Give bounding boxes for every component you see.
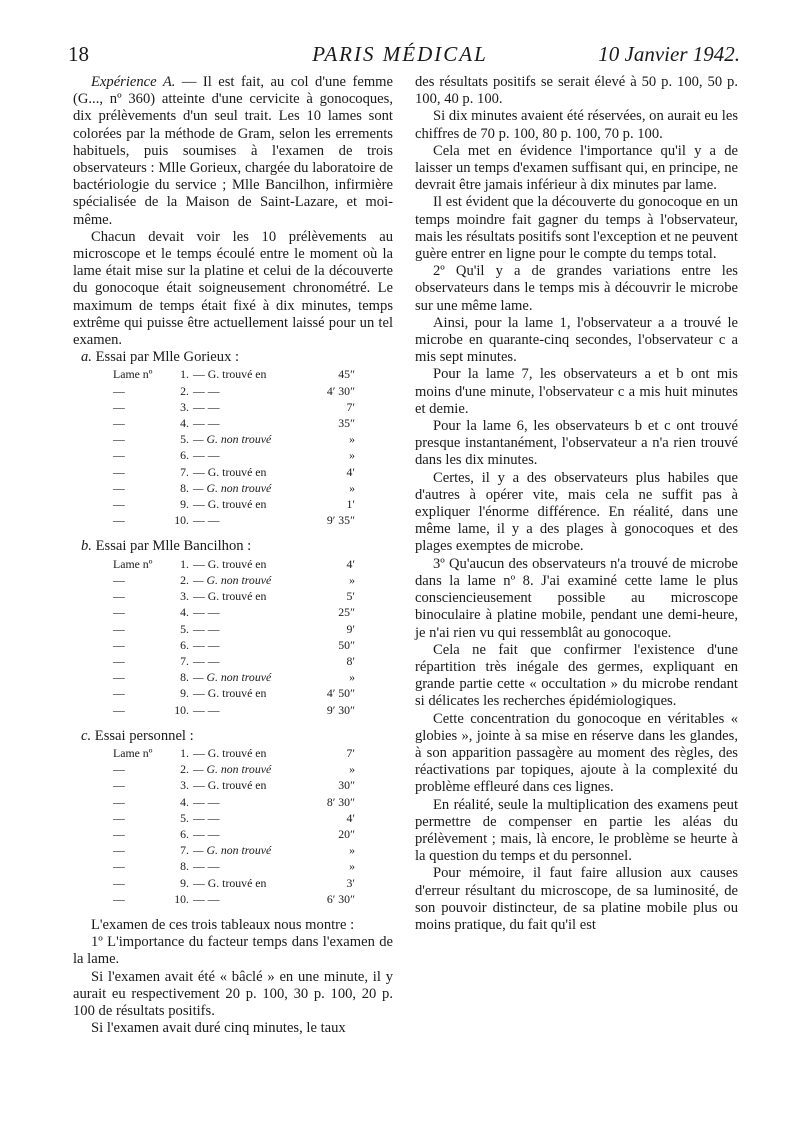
cell-num: 9.: [180, 875, 189, 890]
cell-res: — —: [193, 702, 220, 717]
table-row: [113, 621, 355, 637]
trial-table: [113, 556, 355, 718]
cell-res: — —: [193, 513, 220, 528]
table-row: [113, 761, 355, 777]
trial-heading: [73, 728, 393, 745]
trial-letter: b.: [81, 538, 92, 555]
cell-res: — —: [193, 383, 220, 398]
trial-table: [113, 366, 355, 528]
paragraph: Il est évident que la découverte du gonocoque en un temps moindre fait gagner du temps à l'observateur, mais les résultats positifs sont l'exception et ne peuvent guère entrer en ligne pour le compte du temps total.: [415, 194, 738, 263]
cell-res: — G. trouvé en: [193, 778, 267, 793]
cell-num: 6.: [180, 826, 189, 841]
table-row: [113, 604, 355, 620]
cell-num: 10.: [174, 891, 189, 906]
cell-time: »: [349, 448, 355, 463]
cell-num: 2.: [180, 572, 189, 587]
cell-res: — G. trouvé en: [193, 556, 267, 571]
cell-num: 2.: [180, 383, 189, 398]
cell-num: 3.: [180, 778, 189, 793]
paragraph: Pour la lame 6, les observateurs b et c ont trouvé presque instantanément, l'observateur a n'a rien trouvé dans les dix minutes.: [415, 418, 738, 469]
cell-time: 4′: [346, 464, 355, 479]
cell-time: 35″: [338, 416, 355, 431]
trial-letter: c.: [81, 727, 92, 744]
cell-lame: —: [113, 762, 125, 777]
cell-lame: —: [113, 416, 125, 431]
cell-res: — —: [193, 859, 220, 874]
cell-res: — G. trouvé en: [193, 464, 267, 479]
cell-lame: —: [113, 480, 125, 495]
cell-time: »: [349, 480, 355, 495]
table-row: [113, 875, 355, 891]
cell-num: 1.: [180, 367, 189, 382]
table-row: [113, 777, 355, 793]
cell-num: 9.: [180, 686, 189, 701]
table-row: [113, 572, 355, 588]
table-row: [113, 685, 355, 701]
table-row: [113, 653, 355, 669]
table-row: [113, 366, 355, 382]
cell-lame: —: [113, 432, 125, 447]
table-row: [113, 637, 355, 653]
cell-lame: —: [113, 686, 125, 701]
cell-num: 5.: [180, 810, 189, 825]
cell-num: 6.: [180, 637, 189, 652]
cell-res: — —: [193, 653, 220, 668]
cell-time: »: [349, 572, 355, 587]
cell-num: 10.: [174, 513, 189, 528]
journal-title: PARIS MÉDICAL: [312, 42, 488, 66]
cell-time: 9′ 30″: [326, 702, 355, 717]
cell-time: 7′: [346, 399, 355, 414]
cell-num: 7.: [180, 653, 189, 668]
cell-time: 4′ 30″: [326, 383, 355, 398]
cell-lame: —: [113, 859, 125, 874]
cell-res: — —: [193, 448, 220, 463]
cell-lame: —: [113, 464, 125, 479]
cell-time: 25″: [338, 605, 355, 620]
cell-res: — G. non trouvé: [193, 762, 272, 777]
trial-title: Essai par Mlle Gorieux :: [91, 349, 240, 366]
table-row: [113, 496, 355, 512]
cell-res: — —: [193, 826, 220, 841]
cell-lame: —: [113, 702, 125, 717]
cell-num: 9.: [180, 497, 189, 512]
table-row: [113, 810, 355, 826]
cell-res: — —: [193, 416, 220, 431]
cell-time: »: [349, 762, 355, 777]
cell-time: 3′: [346, 875, 355, 890]
cell-time: 9′: [346, 621, 355, 636]
cell-lame: —: [113, 572, 125, 587]
paragraph: Si l'examen avait duré cinq minutes, le taux: [91, 1020, 346, 1037]
cell-res: — G. trouvé en: [193, 745, 267, 760]
cell-res: — —: [193, 891, 220, 906]
cell-res: — G. non trouvé: [193, 670, 272, 685]
cell-time: 5′: [346, 589, 355, 604]
cell-res: — G. trouvé en: [193, 686, 267, 701]
cell-time: 9′ 35″: [326, 513, 355, 528]
cell-num: 2.: [180, 762, 189, 777]
cell-lame: —: [113, 621, 125, 636]
paragraph: [73, 74, 393, 229]
cell-time: 30″: [338, 778, 355, 793]
table-row: [113, 512, 355, 528]
cell-time: 6′ 30″: [326, 891, 355, 906]
paragraph: Chacun devait voir les 10 prélèvements au microscope et le temps écoulé entre le moment où la lame était mise sur la platine et celui de la découverte du gonocoque était soigneusement chronométré. Le maximum de temps était fixé à dix minutes, temps extrême qui puisse être actuellement laissé pour un tel examen.: [73, 228, 393, 349]
table-row: [113, 447, 355, 463]
cell-res: — G. trouvé en: [193, 875, 267, 890]
table-row: [113, 480, 355, 496]
cell-lame: —: [113, 399, 125, 414]
cell-lame: —: [113, 810, 125, 825]
trial-table: [113, 745, 355, 907]
cell-lame: —: [113, 605, 125, 620]
cell-lame: Lame nº: [113, 556, 153, 571]
cell-time: 8′ 30″: [326, 794, 355, 809]
table-row: [113, 891, 355, 907]
cell-res: — —: [193, 399, 220, 414]
experiment-label: Expérience A.: [91, 74, 176, 90]
table-row: [113, 556, 355, 572]
cell-res: — —: [193, 605, 220, 620]
cell-lame: —: [113, 589, 125, 604]
cell-lame: —: [113, 875, 125, 890]
cell-lame: —: [113, 513, 125, 528]
cell-lame: —: [113, 778, 125, 793]
left-column: [73, 74, 393, 1037]
paragraph: Certes, il y a des observateurs plus habiles que d'autres à opérer vite, mais cela ne suffit pas à expliquer l'énorme différence. En réalité, dans une même lame, il y a des plages à gonocoques et des plages exemptes de microbe.: [415, 469, 738, 555]
cell-num: 3.: [180, 589, 189, 604]
cell-time: 20″: [338, 826, 355, 841]
cell-time: »: [349, 432, 355, 447]
cell-num: 1.: [180, 745, 189, 760]
cell-lame: —: [113, 891, 125, 906]
cell-lame: —: [113, 497, 125, 512]
cell-time: 4′: [346, 556, 355, 571]
paragraph: L'examen de ces trois tableaux nous montre :: [91, 916, 355, 933]
table-row: [113, 669, 355, 685]
paragraph: En réalité, seule la multiplication des examens peut permettre de compenser en partie les aléas du prélèvement ; mais, là encore, le problème se heurte à la question du temps et du personnel.: [415, 796, 738, 865]
table-row: [113, 794, 355, 810]
page-header: [60, 42, 740, 74]
cell-time: 45″: [338, 367, 355, 382]
cell-res: — G. trouvé en: [193, 367, 267, 382]
table-row: [113, 399, 355, 415]
cell-res: — G. non trouvé: [193, 572, 272, 587]
paragraph: Si dix minutes avaient été réservées, on aurait eu les chiffres de 70 p. 100, 80 p. 100, 70 p. 100.: [415, 108, 738, 142]
cell-lame: Lame nº: [113, 745, 153, 760]
cell-time: 8′: [346, 653, 355, 668]
paragraph: 2º Qu'il y a de grandes variations entre les observateurs dans le temps mis à découvrir le microbe sur une même lame.: [415, 263, 738, 314]
cell-lame: —: [113, 637, 125, 652]
paragraph-text: — Il est fait, au col d'une femme (G..., nº 360) atteinte d'une cervicite à gonocoques, dix prélèvements d'un seul trait. Les 10 lames sont colorées par la méthode de Gram, selon les errements habituels, puis soumises à l'examen de trois observateurs : Mlle Gorieux, chargée du laboratoire de bactériologie du service ; Mlle Bancilhon, infirmière spécialisée de la Maison de Saint-Lazare, et moi-même.: [73, 74, 393, 228]
cell-lame: —: [113, 448, 125, 463]
table-row: [113, 842, 355, 858]
paragraph: 1º L'importance du facteur temps dans l'examen de la lame.: [73, 934, 393, 968]
cell-res: — G. non trouvé: [193, 843, 272, 858]
issue-date: 10 Janvier 1942.: [598, 42, 740, 66]
paragraph: 3º Qu'aucun des observateurs n'a trouvé de microbe dans la lame nº 8. J'ai examiné cette lame le plus consciencieusement possible au microscope binoculaire à platine mobile, pendant une demi-heure, je n'ai rien vu qui ressemblât au gonocoque.: [415, 555, 738, 641]
trial-heading: [73, 538, 393, 555]
paragraph: Cela met en évidence l'importance qu'il y a de laisser un temps d'examen suffisant qui, en principe, ne devrait être jamais inférieur à dix minutes par lame.: [415, 142, 738, 194]
cell-num: 1.: [180, 556, 189, 571]
cell-num: 7.: [180, 464, 189, 479]
table-row: [113, 431, 355, 447]
table-row: [113, 702, 355, 718]
cell-res: — —: [193, 637, 220, 652]
cell-num: 10.: [174, 702, 189, 717]
cell-num: 4.: [180, 605, 189, 620]
table-row: [113, 415, 355, 431]
trial-letter: a.: [81, 349, 92, 366]
table-row: [113, 745, 355, 761]
cell-res: — G. trouvé en: [193, 497, 267, 512]
trial-title: Essai par Mlle Bancilhon :: [91, 538, 252, 555]
cell-lame: Lame nº: [113, 367, 153, 382]
cell-lame: —: [113, 383, 125, 398]
cell-lame: —: [113, 653, 125, 668]
cell-num: 8.: [180, 480, 189, 495]
paragraph: des résultats positifs se serait élevé à 50 p. 100, 50 p. 100, 40 p. 100.: [415, 74, 738, 108]
table-row: [113, 464, 355, 480]
trial-title: Essai personnel :: [91, 727, 194, 744]
cell-num: 8.: [180, 670, 189, 685]
paragraph: Cette concentration du gonocoque en véritables « globies », jointe à sa mise en réserve dans les glandes, à son apparition passagère au moment des règles, des réactivations par topiques, ajoute à la complexité du problème effleuré dans ces lignes.: [415, 710, 738, 796]
paragraph: Ainsi, pour la lame 1, l'observateur a a trouvé le microbe en quarante-cinq secondes, l'observateur c a mis sept minutes.: [415, 314, 738, 366]
page-number: 18: [68, 42, 89, 66]
table-row: [113, 383, 355, 399]
cell-time: 50″: [338, 637, 355, 652]
cell-lame: —: [113, 826, 125, 841]
paragraph: Si l'examen avait été « bâclé » en une minute, il y aurait eu respectivement 20 p. 100, 30 p. 100, 20 p. 100 de résultats positifs.: [73, 968, 393, 1019]
cell-time: »: [349, 859, 355, 874]
cell-res: — —: [193, 810, 220, 825]
trial-sections: [73, 349, 393, 907]
cell-num: 7.: [180, 843, 189, 858]
table-row: [113, 858, 355, 874]
cell-num: 8.: [180, 859, 189, 874]
cell-num: 6.: [180, 448, 189, 463]
cell-num: 5.: [180, 621, 189, 636]
cell-time: 4′ 50″: [326, 686, 355, 701]
cell-num: 4.: [180, 416, 189, 431]
cell-res: — G. trouvé en: [193, 589, 267, 604]
cell-time: 4′: [346, 810, 355, 825]
table-row: [113, 588, 355, 604]
cell-time: »: [349, 843, 355, 858]
cell-res: — —: [193, 794, 220, 809]
table-row: [113, 826, 355, 842]
paragraph: Pour mémoire, il faut faire allusion aux causes d'erreur résultant du microscope, de sa luminosité, de son pouvoir distincteur, de sa platine mobile plus ou moins pratique, du fait qu'il est: [415, 865, 738, 933]
cell-lame: —: [113, 670, 125, 685]
cell-num: 4.: [180, 794, 189, 809]
cell-num: 3.: [180, 399, 189, 414]
paragraph: Pour la lame 7, les observateurs a et b ont mis moins d'une minute, l'observateur c a mis huit minutes et demie.: [415, 366, 738, 417]
trial-heading: [73, 349, 393, 366]
cell-num: 5.: [180, 432, 189, 447]
cell-lame: —: [113, 843, 125, 858]
cell-time: 7′: [346, 745, 355, 760]
cell-time: »: [349, 670, 355, 685]
right-column: [415, 74, 738, 934]
cell-res: — G. non trouvé: [193, 432, 272, 447]
cell-res: — G. non trouvé: [193, 480, 272, 495]
cell-time: 1′: [346, 497, 355, 512]
paragraph: Cela ne fait que confirmer l'existence d'une répartition très inégale des germes, expliquant en grande partie cette « occultation » du microbe rendant si délicates les recherches épidémiologiques.: [415, 641, 738, 710]
cell-lame: —: [113, 794, 125, 809]
cell-res: — —: [193, 621, 220, 636]
